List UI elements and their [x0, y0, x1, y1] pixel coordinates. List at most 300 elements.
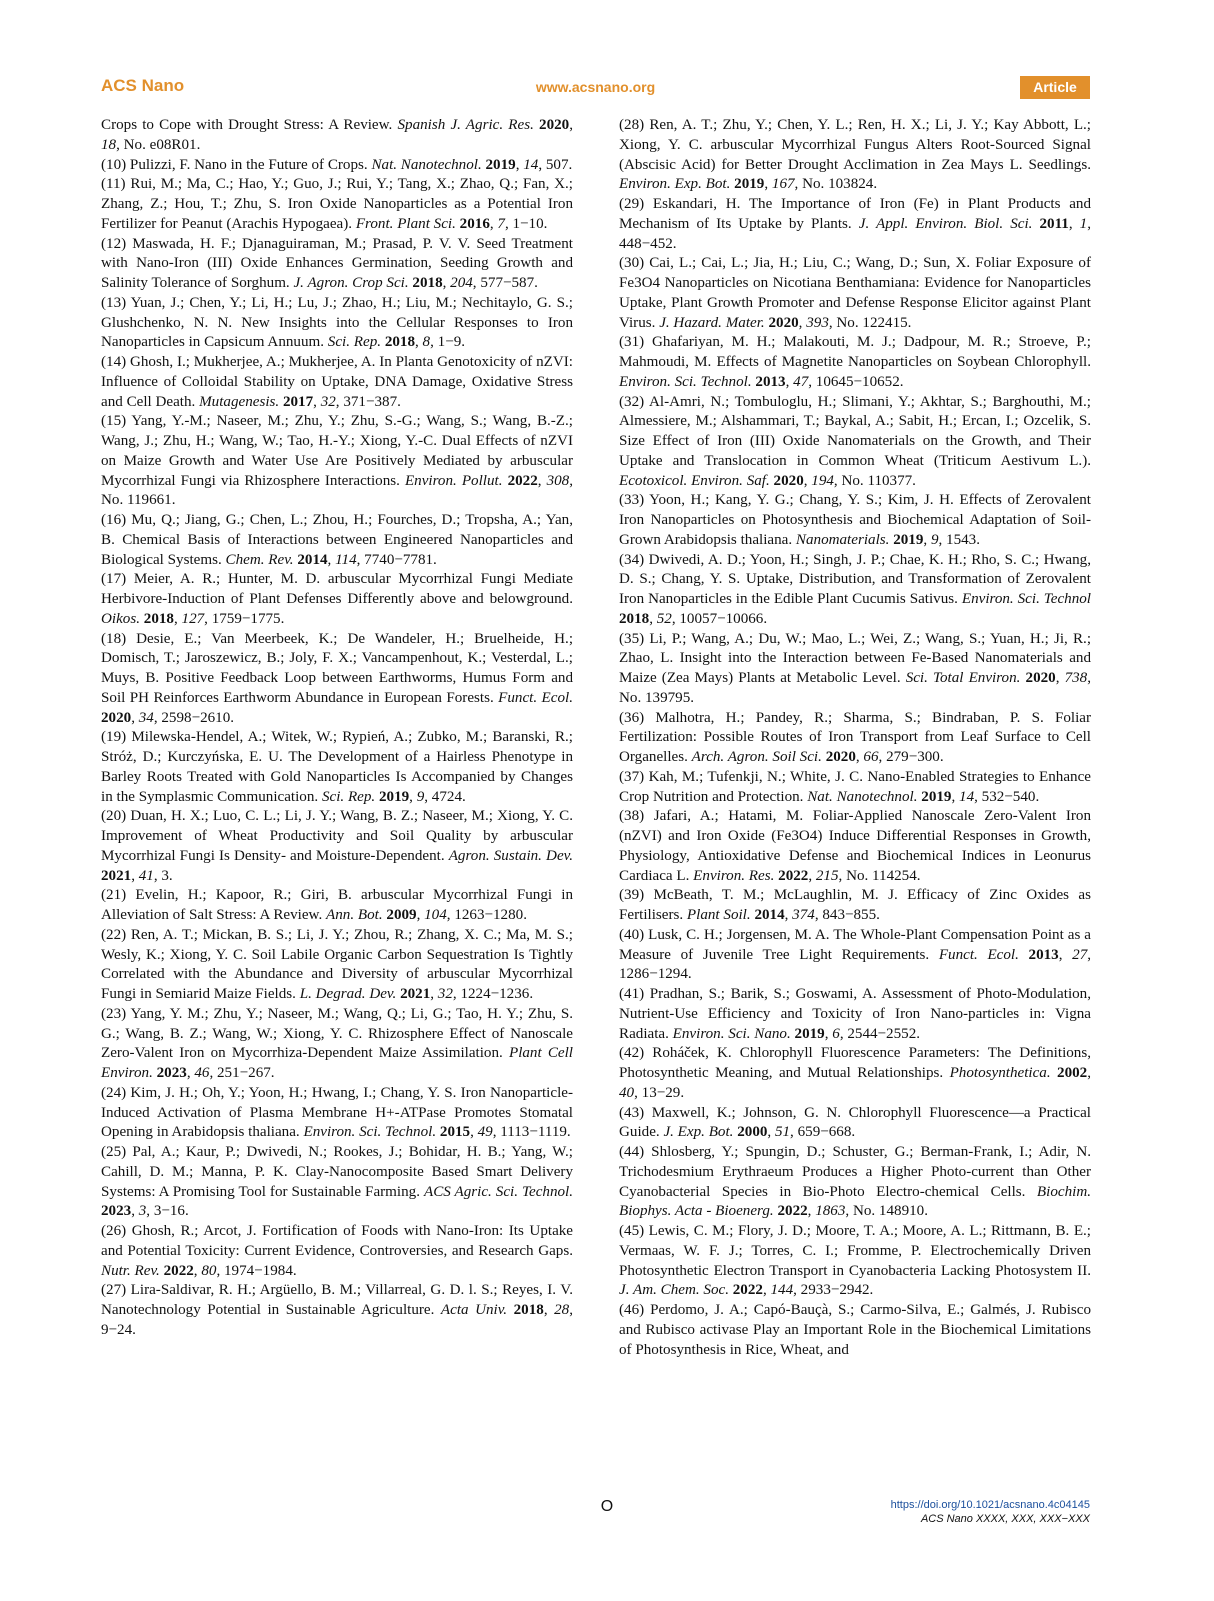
reference-body: Perdomo, J. A.; Capó-Bauçà, S.; Carmo-Silva, E.; Galmés, J. Rubisco and Rubisco activase Play an Important Role in the Biochemical Limitations of Photosynthesis in Rice, Wheat, and — [619, 1302, 1092, 1358]
reference-volume: 167 — [771, 176, 795, 193]
reference-number: (25) — [101, 1144, 133, 1160]
reference-volume: 34 — [138, 709, 154, 726]
reference-separator: , — [543, 1302, 555, 1318]
reference-number: (28) — [619, 117, 650, 133]
reference-number: (27) — [101, 1282, 131, 1299]
reference-year: 2019 — [921, 788, 952, 805]
reference-separator: , — [764, 176, 772, 193]
reference-journal: Environ. Sci. Technol — [961, 591, 1092, 607]
reference-separator: , — [803, 472, 812, 489]
reference-body: Yang, Y. M.; Zhu, Y.; Naseer, M.; Wang, Q.; Li, G.; Tao, H. Y.; Zhu, S. G.; Wang, B. Z.; Wang, W.; Xiong, Y. C. Rhizosphere Effect of Nanoscale Zero-Valent Iron on Mycorrhiza-Dependent Maize Assimilation. — [101, 1005, 573, 1062]
reference-journal: ACS Agric. Sci. Technol. — [423, 1183, 574, 1200]
reference-journal: J. Am. Chem. Soc. — [619, 1282, 729, 1299]
reference-separator: , — [855, 749, 864, 765]
reference-number: (32) — [619, 393, 649, 410]
reference-pages: , No. 103824. — [794, 176, 878, 193]
reference-pages: , 1974−1984. — [216, 1262, 297, 1279]
reference-journal: Ann. Bot. — [326, 907, 383, 923]
reference-number: (22) — [101, 926, 131, 943]
reference-year: 2022 — [777, 1203, 808, 1220]
reference-year: 2021 — [400, 986, 431, 1002]
reference-body: Yang, Y.-M.; Naseer, M.; Zhu, Y.; Zhu, S.-G.; Wang, S.; Wang, B.-Z.; Wang, J.; Zhu, H.; Wang, W.; Tao, H.-Y.; Xiong, Y.-C. Dual Effects of nZVI on Maize Growth and Water Use Are Positively Mediated by arbuscular Mycorrhizal Fungi via Rhizosphere Interactions. — [101, 413, 573, 489]
reference-year: 2019 — [485, 156, 516, 173]
reference-separator: , — [923, 531, 931, 548]
reference-volume: 52 — [656, 610, 672, 627]
reference-entry — [619, 807, 1091, 886]
reference-separator: , — [131, 867, 139, 884]
reference-volume: 32 — [437, 986, 453, 1002]
reference-year: 2016 — [459, 215, 490, 232]
reference-volume: 104 — [424, 907, 447, 923]
reference-year: 2020 — [1025, 670, 1056, 686]
reference-journal: Acta Univ. — [440, 1302, 508, 1318]
reference-entry — [619, 886, 1091, 926]
reference-separator: , — [951, 788, 960, 805]
reference-number: (15) — [101, 413, 132, 430]
reference-pages: , No. e08R01. — [116, 136, 201, 153]
reference-body: Rui, M.; Ma, C.; Hao, Y.; Guo, J.; Rui, Y.; Tang, X.; Zhao, Q.; Fan, X.; Zhang, Z.; Hou, T.; Zhu, S. Iron Oxide Nanoparticles as a Potential Iron Fertilizer for Peanut (Arachis Hypogaea). — [101, 176, 573, 232]
reference-number: (46) — [619, 1302, 651, 1318]
reference-year: 2000 — [737, 1124, 768, 1141]
reference-entry — [101, 570, 573, 629]
reference-journal: L. Degrad. Dev. — [299, 986, 397, 1002]
reference-separator: , — [1055, 670, 1065, 686]
reference-volume: 738 — [1064, 670, 1088, 686]
reference-entry — [101, 353, 573, 412]
reference-journal: Chem. Rev. — [225, 551, 294, 568]
reference-volume: 9 — [930, 531, 939, 548]
reference-pages: , 7740−7781. — [356, 551, 437, 568]
reference-pages: , 577−587. — [472, 275, 538, 291]
reference-volume: 1 — [1079, 215, 1088, 232]
reference-journal: J. Appl. Environ. Biol. Sci. — [858, 215, 1033, 232]
reference-body: Al-Amri, N.; Tombuloglu, H.; Slimani, Y.; Akhtar, S.; Barghouthi, M.; Almessiere, M.; Alshammari, T.; Baykal, A.; Sabit, H.; Ercan, I.; Ozcelik, S. Size Effect of Iron (III) Oxide Nanomaterials on the Growth, and Their Uptake and Translocation in Common Wheat (Triticum Aestivum L.). — [619, 393, 1091, 469]
reference-separator: , — [785, 373, 794, 390]
reference-year: 2002 — [1057, 1065, 1088, 1081]
reference-year: 2020 — [539, 117, 570, 133]
reference-pages: , 10645−10652. — [808, 373, 904, 390]
reference-body: Ren, A. T.; Mickan, B. S.; Li, J. Y.; Zhou, R.; Zhang, X. C.; Ma, M. S.; Wesly, K.; Xiong, Y. C. Soil Labile Organic Carbon Sequestration Is Tightly Correlated with the Abundance and Diversity of arbuscular Mycorrhizal Fungi in Semiarid Maize Fields. — [101, 926, 573, 1002]
reference-body: Maxwell, K.; Johnson, G. N. Chlorophyll Fluorescence—a Practical Guide. — [619, 1104, 1092, 1141]
reference-entry — [619, 768, 1091, 808]
reference-body: Lira-Saldivar, R. H.; Argüello, B. M.; Villarreal, G. D. l. S.; Reyes, I. V. Nanotechnology Potential in Sustainable Agriculture. — [101, 1282, 573, 1318]
reference-entry — [619, 926, 1091, 985]
reference-year: 2011 — [1039, 215, 1069, 232]
reference-year: 2022 — [507, 472, 538, 489]
reference-pages: , 659−668. — [790, 1124, 856, 1141]
reference-journal: Nat. Nanotechnol. — [371, 156, 482, 173]
reference-journal: Plant Cell Environ. — [101, 1045, 573, 1081]
reference-volume: 27 — [1072, 946, 1088, 963]
reference-entry — [619, 116, 1091, 195]
reference-journal: Nutr. Rev. — [101, 1262, 160, 1279]
reference-journal: Agron. Sustain. Dev. — [448, 847, 573, 864]
reference-volume: 32 — [320, 393, 336, 410]
reference-body: Yuan, J.; Chen, Y.; Li, H.; Lu, J.; Zhao, H.; Liu, M.; Nechitaylo, G. S.; Glushchenko, N. N. New Insights into the Cellular Responses to Iron Nanoparticles in Capsicum Annuum. — [101, 294, 573, 351]
reference-pages: , 3−16. — [146, 1203, 189, 1220]
reference-number: (21) — [101, 887, 136, 904]
reference-entry — [101, 412, 573, 511]
reference-year: 2019 — [378, 788, 410, 805]
reference-journal: Mutagenesis. — [199, 393, 280, 410]
reference-volume: 80 — [201, 1262, 217, 1279]
reference-separator: , — [537, 472, 547, 489]
reference-entry — [619, 1104, 1091, 1144]
reference-journal: Environ. Res. — [693, 867, 775, 884]
reference-body: Cai, L.; Cai, L.; Jia, H.; Liu, C.; Wang, D.; Sun, X. Foliar Exposure of Fe3O4 Nanoparticles on Nicotiana Benthamiana: Evidence for Nanoparticles Uptake, Plant Growth Promoter and Defense Response Elicitor against Plant Virus. — [619, 255, 1091, 331]
reference-journal: J. Agron. Crop Sci. — [293, 275, 409, 291]
reference-journal: Photosynthetica. — [949, 1065, 1051, 1081]
references-left-column — [101, 116, 573, 1341]
reference-body: McBeath, T. M.; McLaughlin, M. J. Efficacy of Zinc Oxides as Fertilisers. — [619, 887, 1091, 923]
reference-volume: 393 — [806, 314, 829, 331]
reference-volume: 7 — [497, 215, 505, 232]
reference-journal: Funct. Ecol. — [498, 689, 573, 706]
reference-body: Pulizzi, F. Nano in the Future of Crops. — [129, 156, 372, 173]
article-type-badge: Article — [1020, 76, 1090, 99]
footer-citation — [891, 1498, 1090, 1526]
reference-journal: Environ. Exp. Bot. — [619, 176, 731, 193]
reference-volume: 6 — [832, 1025, 840, 1042]
reference-separator: , — [762, 1282, 771, 1299]
reference-year: 2018 — [412, 275, 443, 291]
reference-separator: , — [569, 117, 573, 133]
reference-volume: 374 — [792, 907, 815, 923]
reference-pages: , No. 139795. — [619, 670, 1091, 706]
reference-entry — [619, 985, 1091, 1044]
reference-separator: , — [489, 215, 498, 232]
reference-entry — [619, 333, 1091, 392]
reference-pages: , 2598−2610. — [153, 709, 235, 726]
reference-journal: Funct. Ecol. — [938, 946, 1019, 963]
reference-body: Roháček, K. Chlorophyll Fluorescence Parameters: The Definitions, Photosynthetic Meaning, and Mutual Relationships. — [619, 1045, 1091, 1081]
reference-journal: Oikos. — [101, 610, 140, 627]
reference-journal: J. Exp. Bot. — [663, 1124, 734, 1141]
reference-volume: 18 — [101, 136, 117, 153]
reference-pages: , 1286−1294. — [619, 946, 1092, 983]
reference-pages: , No. 148910. — [845, 1203, 928, 1220]
reference-number: (26) — [101, 1223, 132, 1239]
reference-pages: , 448−452. — [619, 215, 1091, 252]
reference-body: Li, P.; Wang, A.; Du, W.; Mao, L.; Wei, Z.; Wang, S.; Yuan, H.; Ji, R.; Zhao, L. Insight into the Interaction between Fe-Based Nanomaterials and Maize (Zea Mays) Plants at Metabolic Level. — [619, 630, 1092, 686]
reference-year: 2013 — [755, 373, 786, 390]
reference-number: (12) — [101, 235, 133, 252]
reference-entry — [619, 491, 1091, 550]
reference-year: 2020 — [773, 472, 804, 489]
reference-entry — [101, 807, 573, 886]
reference-pages: , 532−540. — [974, 788, 1040, 805]
reference-year: 2022 — [163, 1262, 194, 1279]
reference-separator: , — [784, 907, 793, 923]
reference-volume: 66 — [863, 749, 879, 765]
reference-body: Maswada, H. F.; Djanaguiraman, M.; Prasad, P. V. V. Seed Treatment with Nano-Iron (III) Oxide Enhances Germination, Seeding Growth and Salinity Tolerance of Sorghum. — [101, 235, 573, 291]
reference-journal: Environ. Sci. Nano. — [672, 1025, 791, 1042]
reference-year: 2023 — [101, 1203, 132, 1220]
reference-separator: , — [649, 610, 657, 627]
reference-volume: 114 — [335, 551, 357, 568]
reference-pages: , 1224−1236. — [452, 986, 534, 1002]
reference-pages: , No. 110377. — [833, 472, 916, 489]
reference-number: (35) — [619, 630, 650, 647]
reference-entry — [101, 1084, 573, 1143]
reference-separator: , — [193, 1262, 202, 1279]
reference-year: 2019 — [734, 176, 765, 193]
reference-journal: Sci. Rep. — [321, 788, 376, 805]
reference-volume: 9 — [416, 788, 425, 805]
reference-journal: Spanish J. Agric. Res. — [397, 117, 534, 133]
reference-entry — [619, 630, 1091, 709]
reference-separator: , — [798, 314, 807, 331]
reference-entry — [619, 254, 1091, 333]
reference-volume: 51 — [774, 1124, 791, 1141]
reference-journal: Ecotoxicol. Environ. Saf. — [619, 472, 770, 489]
reference-number: (11) — [101, 176, 131, 193]
reference-year: 2020 — [825, 749, 856, 765]
reference-body: Jafari, A.; Hatami, M. Foliar-Applied Nanoscale Zero-Valent Iron (nZVI) and Iron Oxide (Fe3O4) Induce Differential Responses in Growth, Physiology, Antioxidative Defense and Biochemical Indices in Leonurus Cardiaca L. — [619, 808, 1092, 884]
reference-pages: , 1113−1119. — [492, 1124, 571, 1141]
reference-separator: , — [131, 709, 139, 726]
reference-number: (43) — [619, 1104, 652, 1121]
reference-number: (13) — [101, 294, 131, 311]
reference-year: 2013 — [1028, 946, 1059, 963]
reference-volume: 3 — [138, 1203, 147, 1220]
reference-journal: J. Hazard. Mater. — [659, 314, 765, 331]
reference-number: (31) — [619, 334, 653, 351]
reference-volume: 40 — [619, 1084, 635, 1101]
reference-separator: , — [515, 156, 524, 173]
reference-pages: , 371−387. — [335, 393, 401, 410]
reference-volume: 144 — [770, 1282, 794, 1299]
reference-body: Duan, H. X.; Luo, C. L.; Li, J. Y.; Wang, B. Z.; Naseer, M.; Xiong, Y. C. Improvement of Wheat Productivity and Soil Quality by arbuscular Mycorrhizal Fungi Is Density- and Moisture-Dependent. — [101, 808, 573, 864]
journal-name: ACS Nano — [101, 76, 185, 95]
reference-number: (45) — [619, 1223, 649, 1239]
reference-pages: , 1543. — [938, 531, 980, 548]
reference-body: Dwivedi, A. D.; Yoon, H.; Singh, J. P.; Chae, K. H.; Rho, S. C.; Hwang, D. S.; Chang, Y. S. Uptake, Distribution, and Transformation of Zerovalent Iron Nanoparticles in the Edible Plant Cucumis Sativus. — [619, 551, 1091, 607]
reference-journal: Arch. Agron. Soil Sci. — [691, 749, 822, 765]
reference-pages: , 1−10. — [504, 215, 548, 232]
reference-year: 2018 — [513, 1302, 544, 1318]
reference-separator: , — [824, 1025, 833, 1042]
reference-separator: , — [1068, 215, 1080, 232]
reference-separator: , — [173, 610, 182, 627]
reference-volume: 28 — [554, 1302, 570, 1318]
reference-volume: 8 — [422, 334, 431, 351]
reference-number: (23) — [101, 1005, 131, 1022]
reference-year: 2019 — [893, 531, 924, 548]
reference-year: 2020 — [101, 709, 132, 726]
reference-year: 2021 — [101, 867, 132, 884]
reference-volume: 308 — [546, 472, 570, 489]
reference-space — [1019, 947, 1029, 963]
reference-journal: Plant Soil. — [686, 907, 751, 923]
reference-pages: , 507. — [538, 156, 573, 173]
reference-pages: , 1263−1280. — [446, 907, 527, 923]
reference-journal: Front. Plant Sci. — [355, 215, 456, 232]
reference-number: (18) — [101, 630, 137, 647]
reference-entry — [101, 926, 573, 1005]
reference-separator: , — [442, 275, 451, 291]
reference-separator: , — [313, 393, 321, 410]
reference-separator: , — [808, 867, 816, 884]
reference-year: 2018 — [619, 610, 650, 627]
reference-entry — [619, 1143, 1091, 1222]
reference-number: (36) — [619, 709, 656, 726]
reference-body: Milewska-Hendel, A.; Witek, W.; Rypień, A.; Zubko, M.; Baranski, R.; Stróż, D.; Kurczyńska, E. U. The Development of a Hairless Phenotype in Barley Roots Treated with Gold Nanoparticles Is Accompanied by Changes in the Symplasmic Communication. — [101, 729, 573, 805]
reference-volume: 127 — [181, 610, 205, 627]
reference-entry — [619, 709, 1091, 768]
reference-pages: , 2544−2552. — [839, 1025, 921, 1042]
journal-website[interactable]: www.acsnano.org — [535, 79, 656, 95]
reference-year: 2020 — [768, 314, 799, 331]
reference-year: 2015 — [439, 1124, 471, 1141]
reference-pages: , 9−24. — [101, 1302, 573, 1338]
reference-journal: Environ. Sci. Technol. — [619, 373, 752, 390]
reference-body: Lusk, C. H.; Jorgensen, M. A. The Whole-Plant Compensation Point as a Measure of Juvenile Tree Light Requirements. — [619, 926, 1091, 963]
reference-number: (16) — [101, 512, 132, 528]
reference-separator: , — [409, 788, 417, 805]
reference-year: 2014 — [754, 907, 785, 923]
reference-entry — [619, 393, 1091, 492]
reference-number: (41) — [619, 986, 650, 1002]
reference-body: Crops to Cope with Drought Stress: A Review. — [101, 117, 398, 133]
reference-entry — [101, 116, 573, 156]
reference-number: (10) — [101, 156, 130, 173]
reference-volume: 14 — [959, 788, 975, 805]
reference-year: 2023 — [156, 1065, 187, 1081]
reference-volume: 194 — [811, 472, 834, 489]
reference-separator: , — [416, 907, 425, 923]
reference-year: 2014 — [297, 551, 328, 568]
reference-separator: , — [430, 986, 438, 1002]
page-number: O — [600, 1498, 614, 1515]
reference-volume: 49 — [477, 1124, 493, 1141]
reference-entry — [101, 156, 573, 176]
reference-number: (39) — [619, 887, 654, 904]
reference-volume: 1863 — [815, 1203, 846, 1220]
reference-pages: , No. 119661. — [101, 472, 573, 509]
reference-body: Shlosberg, Y.; Spungin, D.; Schuster, G.; Berman-Frank, I.; Adir, N. Trichodesmium Erythraeum Produces a Higher Photo-current than Other Cyanobacterial Species in Bio-Photo Electro-chemical Cells. — [619, 1144, 1092, 1200]
reference-journal: Environ. Pollut. — [404, 472, 503, 489]
reference-number: (42) — [619, 1045, 653, 1062]
reference-number: (30) — [619, 255, 650, 272]
reference-pages: , 2933−2942. — [793, 1282, 874, 1299]
reference-entry — [101, 511, 573, 570]
reference-number: (17) — [101, 571, 134, 588]
reference-volume: 47 — [793, 373, 809, 390]
reference-year: 2019 — [794, 1025, 825, 1042]
reference-year: 2009 — [386, 907, 417, 923]
reference-journal: Nat. Nanotechnol. — [807, 788, 918, 805]
reference-entry — [101, 235, 573, 294]
reference-pages: , 1759−1775. — [204, 610, 285, 627]
doi-link[interactable]: https://doi.org/10.1021/acsnano.4c04145 — [890, 1499, 1090, 1511]
reference-pages: , 279−300. — [878, 749, 944, 765]
reference-entry — [619, 551, 1091, 630]
reference-year: 2018 — [143, 610, 174, 627]
reference-body: Eskandari, H. The Importance of Iron (Fe) in Plant Products and Mechanism of Its Uptake by Plants. — [619, 196, 1092, 232]
reference-separator: , — [807, 1203, 816, 1220]
reference-entry — [619, 1044, 1091, 1103]
reference-pages: , 1−9. — [430, 334, 466, 351]
reference-journal: Nanomaterials. — [795, 531, 890, 548]
reference-entry — [101, 1005, 573, 1084]
reference-entry — [619, 195, 1091, 254]
reference-year: 2022 — [732, 1282, 763, 1299]
reference-year: 2018 — [384, 334, 415, 351]
reference-journal: Environ. Sci. Technol. — [303, 1124, 437, 1141]
reference-separator: , — [470, 1124, 478, 1141]
reference-body: Malhotra, H.; Pandey, R.; Sharma, S.; Bindraban, P. S. Foliar Fertilization: Possible Routes of Iron Transport from Leaf Surface to Cell Organelles. — [619, 709, 1092, 765]
reference-journal: Sci. Rep. — [327, 334, 382, 351]
reference-separator: , — [131, 1203, 139, 1220]
reference-body: Kah, M.; Tufenkji, N.; White, J. C. Nano-Enabled Strategies to Enhance Crop Nutrition and Protection. — [619, 768, 1091, 805]
reference-volume: 41 — [138, 867, 154, 884]
reference-separator: , — [327, 551, 336, 568]
reference-body: Ghosh, R.; Arcot, J. Fortification of Foods with Nano-Iron: Its Uptake and Potential Toxicity: Current Evidence, Controversies, and Research Gaps. — [101, 1223, 574, 1259]
reference-entry — [101, 1281, 573, 1340]
journal-citation: ACS Nano XXXX, XXX, XXX−XXX — [920, 1513, 1090, 1525]
reference-entry — [101, 1143, 573, 1222]
reference-entry — [101, 728, 573, 807]
reference-entry — [101, 1222, 573, 1281]
reference-entry — [101, 294, 573, 353]
reference-body: Evelin, H.; Kapoor, R.; Giri, B. arbuscular Mycorrhizal Fungi in Alleviation of Salt Stress: A Review. — [101, 887, 574, 923]
reference-body: Ren, A. T.; Zhu, Y.; Chen, Y. L.; Ren, H. X.; Li, J. Y.; Kay Abbott, L.; Xiong, Y. C. arbuscular Mycorrhizal Fungus Alters Root-Sourced Signal (Abscisic Acid) for Better Drought Acclimation in Zea Mays L. Seedlings. — [619, 117, 1091, 173]
reference-body: Ghosh, I.; Mukherjee, A.; Mukherjee, A. In Planta Genotoxicity of nZVI: Influence of Colloidal Stability on Uptake, DNA Damage, Oxidative Stress and Cell Death. — [101, 354, 574, 410]
reference-number: (40) — [619, 926, 649, 943]
reference-entry — [619, 1301, 1091, 1360]
references-right-column — [619, 116, 1091, 1360]
reference-pages: , 843−855. — [814, 907, 880, 923]
reference-number: (14) — [101, 354, 130, 370]
reference-pages: , 10057−10066. — [671, 610, 768, 627]
reference-separator: , — [1058, 946, 1073, 963]
reference-pages: , 3. — [153, 867, 173, 884]
reference-body: Lewis, C. M.; Flory, J. D.; Moore, T. A.; Moore, A. L.; Rittmann, B. E.; Vermaas, W. F. J.; Torres, C. I.; Fromme, P. Electrochemically Driven Photosynthetic Electron Transport in Cyanobacteria Lacking Photosystem II. — [619, 1223, 1092, 1279]
reference-body: Desie, E.; Van Meerbeek, K.; De Wandeler, H.; Bruelheide, H.; Domisch, T.; Jaroszewicz, B.; Joly, F. X.; Vancampenhout, K.; Vesterdal, L.; Muys, B. Positive Feedback Loop between Earthworms, Humus Form and Soil PH Reinforces Earthworm Abundance in European Forests. — [101, 630, 574, 706]
reference-entry — [101, 175, 573, 234]
reference-separator: , — [767, 1124, 775, 1141]
reference-pages: , No. 114254. — [838, 867, 921, 884]
page-header — [101, 76, 1090, 100]
reference-body: Mu, Q.; Jiang, G.; Chen, L.; Zhou, H.; Fourches, D.; Tropsha, A.; Yan, B. Chemical Basis of Interactions between Engineered Nanoparticles and Biological Systems. — [101, 512, 573, 568]
reference-body: Pradhan, S.; Barik, S.; Goswami, A. Assessment of Photo-Modulation, Nutrient-Use Efficiency and Toxicity of Iron Nano-particles in: Vigna Radiata. — [619, 986, 1091, 1042]
reference-journal: Sci. Total Environ. — [905, 670, 1021, 686]
reference-entry — [101, 886, 573, 926]
reference-number: (44) — [619, 1144, 652, 1160]
reference-body: Yoon, H.; Kang, Y. G.; Chang, Y. S.; Kim, J. H. Effects of Zerovalent Iron Nanoparticles on Photosynthesis and Biochemical Adaptation of Soil-Grown Arabidopsis thaliana. — [619, 492, 1091, 548]
reference-entry — [101, 630, 573, 729]
reference-volume: 204 — [450, 275, 473, 291]
reference-number: (19) — [101, 729, 132, 746]
reference-number: (38) — [619, 808, 654, 825]
reference-volume: 46 — [194, 1065, 210, 1081]
reference-number: (34) — [619, 551, 649, 568]
reference-pages: , 4724. — [424, 788, 466, 805]
reference-entry — [619, 1222, 1091, 1301]
reference-body: Pal, A.; Kaur, P.; Dwivedi, N.; Rookes, J.; Bohidar, H. B.; Yang, W.; Cahill, D. M.; Manna, P. K. Clay-Nanocomposite Based Smart Delivery Systems: A Promising Tool for Sustainable Farming. — [101, 1144, 573, 1200]
reference-volume: 215 — [815, 867, 839, 884]
reference-separator: , — [1087, 1065, 1091, 1081]
reference-year: 2022 — [778, 867, 809, 884]
reference-number: (37) — [619, 768, 649, 785]
reference-separator: , — [186, 1065, 195, 1081]
reference-body: Meier, A. R.; Hunter, M. D. arbuscular Mycorrhizal Fungi Mediate Herbivore-Induction of Plant Defenses Differently above and belowground. — [101, 571, 574, 607]
reference-number: (33) — [619, 492, 650, 509]
reference-pages: , 251−267. — [209, 1065, 275, 1081]
reference-number: (20) — [101, 808, 131, 825]
reference-pages: , No. 122415. — [828, 314, 912, 331]
